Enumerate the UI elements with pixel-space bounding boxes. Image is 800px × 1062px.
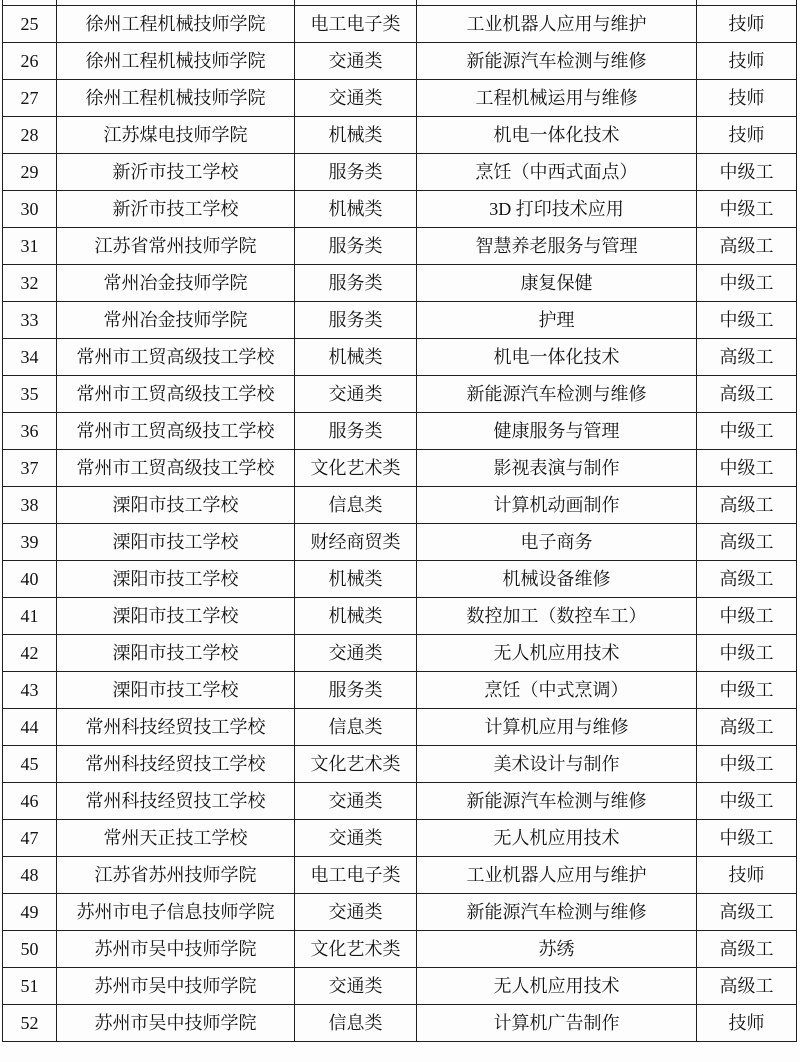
category-cell: 信息类 — [295, 1005, 417, 1042]
program-cell: 工程机械运用与维修 — [417, 80, 697, 117]
school-cell: 常州市工贸高级技工学校 — [57, 450, 295, 487]
school-cell: 江苏省常州技师学院 — [57, 228, 295, 265]
row-index-cell: 28 — [3, 117, 57, 154]
level-cell: 中级工 — [697, 413, 797, 450]
level-cell: 高级工 — [697, 931, 797, 968]
row-index-cell: 34 — [3, 339, 57, 376]
level-cell: 高级工 — [697, 228, 797, 265]
school-cell: 常州科技经贸技工学校 — [57, 709, 295, 746]
level-cell: 中级工 — [697, 672, 797, 709]
level-cell: 中级工 — [697, 450, 797, 487]
row-index-cell: 31 — [3, 228, 57, 265]
category-cell: 交通类 — [295, 820, 417, 857]
category-cell: 文化艺术类 — [295, 450, 417, 487]
school-cell: 苏州市吴中技师学院 — [57, 1005, 295, 1042]
program-cell: 康复保健 — [417, 265, 697, 302]
category-cell: 服务类 — [295, 672, 417, 709]
program-cell: 机电一体化技术 — [417, 117, 697, 154]
category-cell: 交通类 — [295, 968, 417, 1005]
row-index-cell: 25 — [3, 6, 57, 43]
program-cell: 健康服务与管理 — [417, 413, 697, 450]
school-cell: 江苏煤电技师学院 — [57, 117, 295, 154]
level-cell: 中级工 — [697, 635, 797, 672]
table-row — [3, 857, 797, 894]
level-cell: 技师 — [697, 43, 797, 80]
program-cell: 工业机器人应用与维护 — [417, 6, 697, 43]
table-row — [3, 450, 797, 487]
level-cell: 技师 — [697, 80, 797, 117]
level-cell: 中级工 — [697, 598, 797, 635]
category-cell: 机械类 — [295, 561, 417, 598]
row-index-cell: 41 — [3, 598, 57, 635]
level-cell: 高级工 — [697, 339, 797, 376]
program-cell: 机械设备维修 — [417, 561, 697, 598]
table-row — [3, 820, 797, 857]
table-row — [3, 43, 797, 80]
category-cell: 交通类 — [295, 783, 417, 820]
level-cell: 高级工 — [697, 487, 797, 524]
table-row — [3, 154, 797, 191]
program-cell: 计算机应用与维修 — [417, 709, 697, 746]
level-cell: 中级工 — [697, 154, 797, 191]
school-cell: 常州市工贸高级技工学校 — [57, 339, 295, 376]
category-cell: 服务类 — [295, 154, 417, 191]
category-cell: 机械类 — [295, 339, 417, 376]
row-index-cell: 47 — [3, 820, 57, 857]
category-cell: 信息类 — [295, 487, 417, 524]
table-row — [3, 968, 797, 1005]
level-cell: 中级工 — [697, 191, 797, 228]
row-index-cell: 27 — [3, 80, 57, 117]
school-cell: 常州市工贸高级技工学校 — [57, 376, 295, 413]
program-cell: 烹饪（中西式面点） — [417, 154, 697, 191]
table-row — [3, 117, 797, 154]
level-cell: 高级工 — [697, 709, 797, 746]
category-cell: 机械类 — [295, 191, 417, 228]
school-cell: 常州天正技工学校 — [57, 820, 295, 857]
program-cell: 护理 — [417, 302, 697, 339]
table-row — [3, 635, 797, 672]
school-cell: 溧阳市技工学校 — [57, 524, 295, 561]
program-cell: 新能源汽车检测与维修 — [417, 376, 697, 413]
level-cell: 中级工 — [697, 820, 797, 857]
school-cell: 新沂市技工学校 — [57, 154, 295, 191]
category-cell: 服务类 — [295, 228, 417, 265]
program-cell: 智慧养老服务与管理 — [417, 228, 697, 265]
table-row — [3, 931, 797, 968]
program-cell: 烹饪（中式烹调） — [417, 672, 697, 709]
table-row — [3, 191, 797, 228]
program-cell: 无人机应用技术 — [417, 968, 697, 1005]
category-cell: 机械类 — [295, 598, 417, 635]
row-index-cell: 37 — [3, 450, 57, 487]
program-cell: 无人机应用技术 — [417, 820, 697, 857]
programs-table — [2, 0, 797, 1042]
table-row — [3, 339, 797, 376]
school-cell: 常州冶金技师学院 — [57, 265, 295, 302]
row-index-cell: 29 — [3, 154, 57, 191]
category-cell: 文化艺术类 — [295, 746, 417, 783]
school-cell: 常州市工贸高级技工学校 — [57, 413, 295, 450]
row-index-cell: 39 — [3, 524, 57, 561]
category-cell: 服务类 — [295, 265, 417, 302]
table-row — [3, 672, 797, 709]
table-row — [3, 894, 797, 931]
row-index-cell: 43 — [3, 672, 57, 709]
table-row — [3, 302, 797, 339]
school-cell: 苏州市吴中技师学院 — [57, 931, 295, 968]
program-cell: 工业机器人应用与维护 — [417, 857, 697, 894]
program-cell: 机电一体化技术 — [417, 339, 697, 376]
level-cell: 技师 — [697, 1005, 797, 1042]
table-row — [3, 1005, 797, 1042]
school-cell: 苏州市吴中技师学院 — [57, 968, 295, 1005]
table-body — [3, 0, 797, 1042]
table-row — [3, 80, 797, 117]
table-row — [3, 376, 797, 413]
category-cell: 交通类 — [295, 635, 417, 672]
table-row — [3, 746, 797, 783]
row-index-cell: 32 — [3, 265, 57, 302]
row-index-cell: 26 — [3, 43, 57, 80]
table-row — [3, 487, 797, 524]
row-index-cell: 48 — [3, 857, 57, 894]
category-cell: 机械类 — [295, 117, 417, 154]
category-cell: 财经商贸类 — [295, 524, 417, 561]
school-cell: 徐州工程机械技师学院 — [57, 43, 295, 80]
program-cell: 影视表演与制作 — [417, 450, 697, 487]
category-cell: 服务类 — [295, 413, 417, 450]
level-cell: 高级工 — [697, 524, 797, 561]
school-cell: 溧阳市技工学校 — [57, 487, 295, 524]
category-cell: 交通类 — [295, 43, 417, 80]
school-cell: 常州冶金技师学院 — [57, 302, 295, 339]
row-index-cell: 40 — [3, 561, 57, 598]
category-cell: 服务类 — [295, 302, 417, 339]
school-cell: 常州科技经贸技工学校 — [57, 746, 295, 783]
table-row — [3, 6, 797, 43]
level-cell: 技师 — [697, 6, 797, 43]
school-cell: 江苏省苏州技师学院 — [57, 857, 295, 894]
row-index-cell: 36 — [3, 413, 57, 450]
category-cell: 电工电子类 — [295, 857, 417, 894]
category-cell: 交通类 — [295, 376, 417, 413]
school-cell: 溧阳市技工学校 — [57, 561, 295, 598]
school-cell: 常州科技经贸技工学校 — [57, 783, 295, 820]
table-row — [3, 265, 797, 302]
program-cell: 美术设计与制作 — [417, 746, 697, 783]
row-index-cell: 30 — [3, 191, 57, 228]
row-index-cell: 33 — [3, 302, 57, 339]
row-index-cell: 46 — [3, 783, 57, 820]
level-cell: 技师 — [697, 857, 797, 894]
category-cell: 交通类 — [295, 80, 417, 117]
school-cell: 溧阳市技工学校 — [57, 672, 295, 709]
table-row — [3, 524, 797, 561]
level-cell: 中级工 — [697, 783, 797, 820]
school-cell: 徐州工程机械技师学院 — [57, 80, 295, 117]
category-cell: 信息类 — [295, 709, 417, 746]
program-cell: 电子商务 — [417, 524, 697, 561]
row-index-cell: 45 — [3, 746, 57, 783]
table-row — [3, 413, 797, 450]
program-cell: 无人机应用技术 — [417, 635, 697, 672]
program-cell: 新能源汽车检测与维修 — [417, 43, 697, 80]
program-cell: 苏绣 — [417, 931, 697, 968]
program-cell: 计算机动画制作 — [417, 487, 697, 524]
row-index-cell: 44 — [3, 709, 57, 746]
table-row — [3, 783, 797, 820]
level-cell: 中级工 — [697, 302, 797, 339]
level-cell: 技师 — [697, 117, 797, 154]
program-cell: 新能源汽车检测与维修 — [417, 894, 697, 931]
school-cell: 新沂市技工学校 — [57, 191, 295, 228]
row-index-cell: 35 — [3, 376, 57, 413]
row-index-cell: 49 — [3, 894, 57, 931]
level-cell: 高级工 — [697, 968, 797, 1005]
school-cell: 溧阳市技工学校 — [57, 635, 295, 672]
program-cell: 新能源汽车检测与维修 — [417, 783, 697, 820]
table-row — [3, 709, 797, 746]
table-row — [3, 228, 797, 265]
category-cell: 文化艺术类 — [295, 931, 417, 968]
row-index-cell: 50 — [3, 931, 57, 968]
category-cell: 电工电子类 — [295, 6, 417, 43]
school-cell: 苏州市电子信息技师学院 — [57, 894, 295, 931]
level-cell: 高级工 — [697, 894, 797, 931]
program-cell: 数控加工（数控车工） — [417, 598, 697, 635]
category-cell: 交通类 — [295, 894, 417, 931]
level-cell: 中级工 — [697, 746, 797, 783]
row-index-cell: 52 — [3, 1005, 57, 1042]
school-cell: 徐州工程机械技师学院 — [57, 6, 295, 43]
table-row — [3, 561, 797, 598]
row-index-cell: 42 — [3, 635, 57, 672]
school-cell: 溧阳市技工学校 — [57, 598, 295, 635]
row-index-cell: 38 — [3, 487, 57, 524]
level-cell: 中级工 — [697, 265, 797, 302]
level-cell: 高级工 — [697, 561, 797, 598]
program-cell: 3D 打印技术应用 — [417, 191, 697, 228]
level-cell: 高级工 — [697, 376, 797, 413]
row-index-cell: 51 — [3, 968, 57, 1005]
table-row — [3, 598, 797, 635]
program-cell: 计算机广告制作 — [417, 1005, 697, 1042]
